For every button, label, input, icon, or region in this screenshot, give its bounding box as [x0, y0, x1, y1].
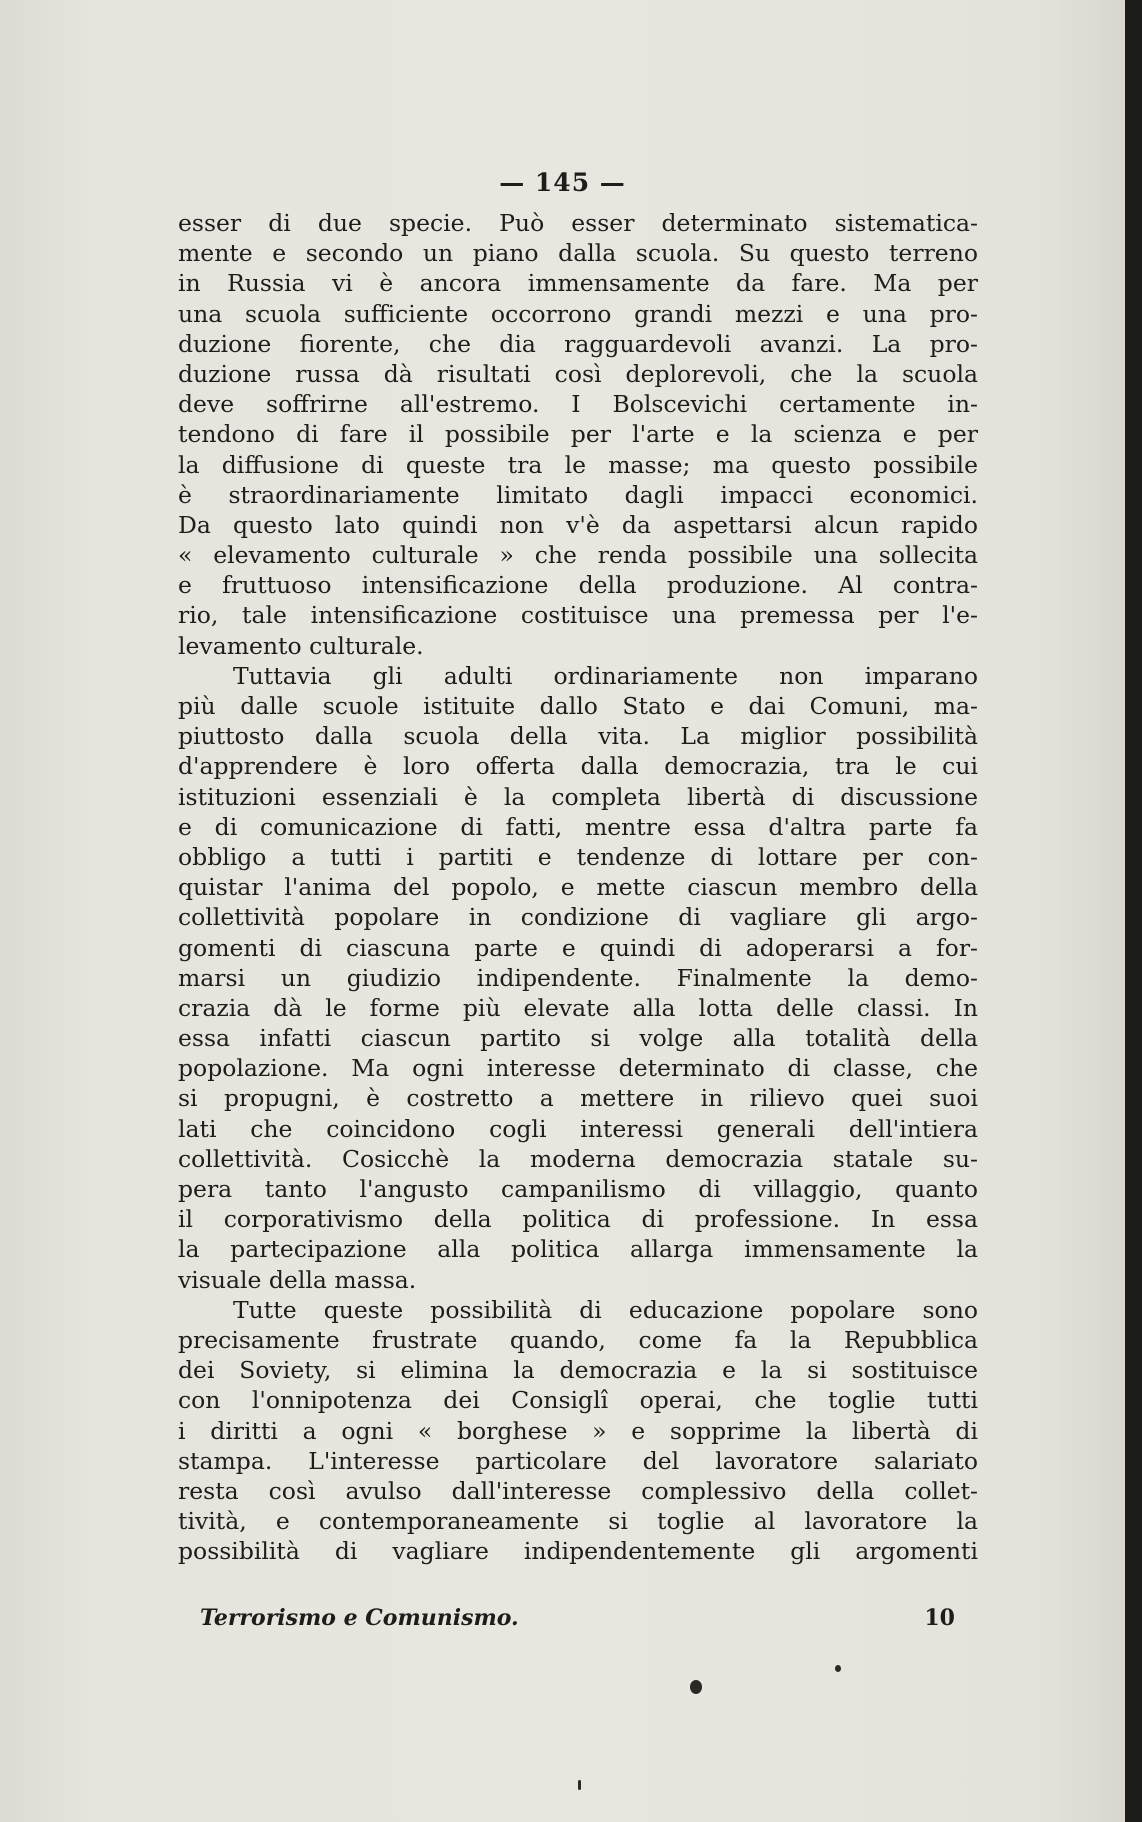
text-line: dei Soviety, si elimina la democrazia e la si sostituisce: [178, 1356, 978, 1385]
text-line: stampa. L'interesse particolare del lavoratore salariato: [178, 1446, 978, 1475]
text-line: possibilità di vagliare indipendentemente gli argomenti: [178, 1537, 978, 1566]
text-line: in Russia vi è ancora immensamente da fare. Ma per: [178, 269, 978, 298]
text-line: quistar l'anima del popolo, e mette ciascun membro della: [178, 873, 978, 902]
text-line: marsi un giudizio indipendente. Finalmente la demo-: [178, 963, 978, 992]
text-line: mente e secondo un piano dalla scuola. Su questo terreno: [178, 239, 978, 268]
text-line: lati che coincidono cogli interessi generali dell'intiera: [178, 1114, 978, 1143]
text-line: il corporativismo della politica di professione. In essa: [178, 1205, 978, 1234]
text-line: pera tanto l'angusto campanilismo di villaggio, quanto: [178, 1175, 978, 1203]
text-line: istituzioni essenziali è la completa libertà di discussione: [178, 782, 978, 811]
text-line: una scuola sufficiente occorrono grandi mezzi e una pro-: [178, 299, 978, 328]
footer-book-title: Terrorismo e Comunismo.: [200, 1605, 519, 1631]
text-line: la diffusione di queste tra le masse; ma questo possibile: [178, 450, 978, 479]
text-line: duzione fiorente, che dia ragguardevoli avanzi. La pro-: [178, 329, 978, 358]
body-text: [178, 208, 978, 1566]
text-line: obbligo a tutti i partiti e tendenze di lottare per con-: [178, 842, 978, 871]
text-line: collettività popolare in condizione di vagliare gli argo-: [178, 903, 978, 932]
text-line: è straordinariamente limitato dagli impacci economici.: [178, 480, 978, 509]
text-line: piuttosto dalla scuola della vita. La miglior possibilità: [178, 722, 978, 751]
text-line: tività, e contemporaneamente si toglie al lavoratore la: [178, 1507, 978, 1536]
text-line: esser di due specie. Può esser determinato sistematica-: [178, 209, 978, 237]
text-line: si propugni, è costretto a mettere in rilievo quei suoi: [178, 1084, 978, 1113]
paragraph-end-line: visuale della massa.: [178, 1265, 417, 1294]
text-line: crazia dà le forme più elevate alla lotta delle classi. In: [178, 993, 978, 1022]
text-line: deve soffrirne all'estremo. I Bolscevichi certamente in-: [178, 390, 978, 419]
text-line: essa infatti ciascun partito si volge alla totalità della: [178, 1024, 978, 1053]
text-line: i diritti a ogni « borghese » e sopprime la libertà di: [178, 1416, 978, 1445]
text-line: la partecipazione alla politica allarga immensamente la: [178, 1235, 978, 1264]
text-line: più dalle scuole istituite dallo Stato e dai Comuni, ma-: [178, 692, 978, 720]
ink-speck: [835, 1665, 841, 1672]
text-line: d'apprendere è loro offerta dalla democrazia, tra le cui: [178, 752, 978, 781]
ink-speck: [578, 1780, 581, 1790]
text-line: gomenti di ciascuna parte e quindi di adoperarsi a for-: [178, 933, 978, 962]
signature-number: 10: [924, 1605, 955, 1631]
text-line: popolazione. Ma ogni interesse determinato di classe, che: [178, 1054, 978, 1083]
text-line: collettività. Cosicchè la moderna democrazia statale su-: [178, 1144, 978, 1173]
text-line: e fruttuoso intensificazione della produzione. Al contra-: [178, 571, 978, 600]
text-line: con l'onnipotenza dei Consiglî operai, che toglie tutti: [178, 1386, 978, 1415]
paragraph-start-line: Tuttavia gli adulti ordinariamente non imparano: [233, 661, 978, 690]
scan-edge: [1125, 0, 1142, 1822]
text-line: tendono di fare il possibile per l'arte e la scienza e per: [178, 420, 978, 449]
text-line: Da questo lato quindi non v'è da aspettarsi alcun rapido: [178, 510, 978, 539]
paragraph-end-line: levamento culturale.: [178, 631, 424, 660]
page-number: — 145 —: [499, 168, 626, 197]
text-line: duzione russa dà risultati così deplorevoli, che la scuola: [178, 359, 978, 388]
text-line: « elevamento culturale » che renda possibile una sollecita: [178, 541, 978, 570]
paragraph-start-line: Tutte queste possibilità di educazione popolare sono: [233, 1295, 978, 1324]
ink-speck: [690, 1680, 702, 1694]
text-line: rio, tale intensificazione costituisce una premessa per l'e-: [178, 601, 978, 630]
text-line: e di comunicazione di fatti, mentre essa d'altra parte fa: [178, 812, 978, 841]
text-line: precisamente frustrate quando, come fa la Repubblica: [178, 1325, 978, 1354]
text-line: resta così avulso dall'interesse complessivo della collet-: [178, 1476, 978, 1505]
